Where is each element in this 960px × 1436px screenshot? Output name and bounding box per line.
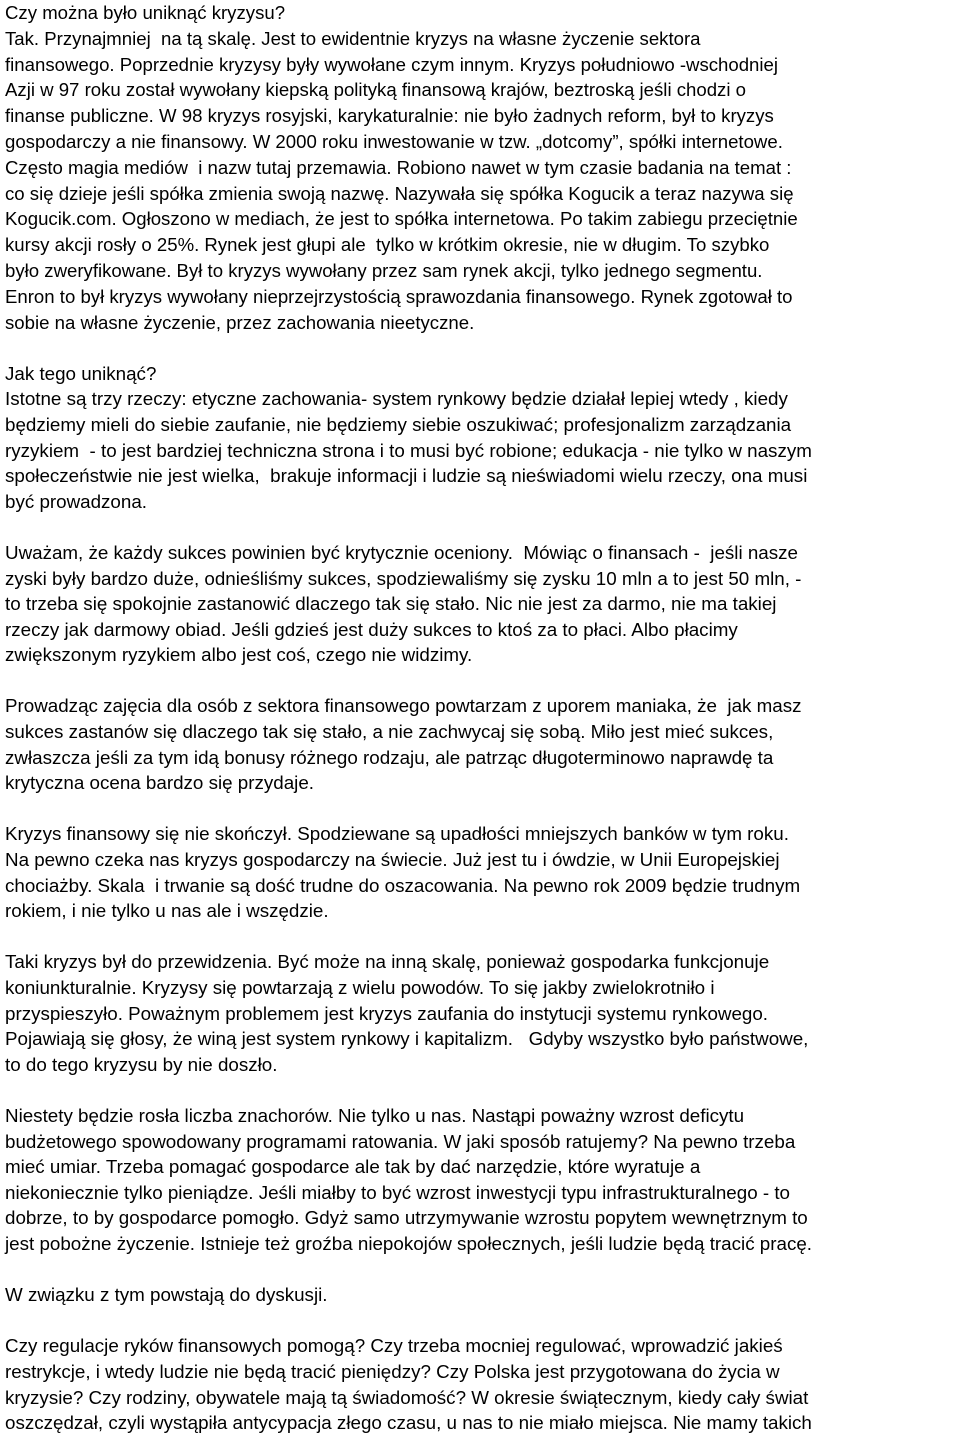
text-line: gospodarczy a nie finansowy. W 2000 roku inwestowanie w tzw. „dotcomy”, spółki internetowe. [5,130,783,152]
paragraph-gap [5,1308,960,1334]
text-line: Taki kryzys był do przewidzenia. Być może na inną skalę, ponieważ gospodarka funkcjonuje [5,951,770,973]
text-line: rokiem, i nie tylko u nas ale i wszędzie. [5,900,329,922]
text-line: będziemy mieli do siebie zaufanie, nie będziemy siebie oszukiwać; profesjonalizm zarządzania [5,413,792,435]
paragraph-gap [5,668,960,694]
text-line: Kogucik.com. Ogłoszono w mediach, że jest to spółka internetowa. Po takim zabiegu przeciętnie [5,208,798,230]
text-line: dobrze, to by gospodarce pomogło. Gdyż samo utrzymywanie wzrostu popytem wewnętrznym to [5,1207,808,1229]
paragraph-gap [5,514,960,540]
text-line: Kryzys finansowy się nie skończył. Spodziewane są upadłości mniejszych banków w tym roku. [5,823,789,845]
text-line: finanse publiczne. W 98 kryzys rosyjski, karykaturalnie: nie było żadnych reform, był to kryzys [5,105,774,127]
text-line: Uważam, że każdy sukces powinien być krytycznie oceniony. Mówiąc o finansach - jeśli nasze [5,541,798,563]
text-line: to do tego kryzysu by nie doszło. [5,1053,278,1075]
text-line: Czy regulacje ryków finansowych pomogą? Czy trzeba mocniej regulować, wprowadzić jakieś [5,1335,783,1357]
paragraph-gap [5,796,960,822]
text-line: W związku z tym powstają do dyskusji. [5,1284,328,1306]
text-line: rzeczy jak darmowy obiad. Jeśli gdzieś jest duży sukces to ktoś za to płaci. Albo płacimy [5,618,738,640]
text-line: Tak. Przynajmniej na tą skalę. Jest to ewidentnie kryzys na własne życzenie sektora [5,27,701,49]
text-line: ryzykiem - to jest bardziej techniczna strona i to musi być robione; edukacja - nie tylko w naszym [5,439,812,461]
text-line: zwłaszcza jeśli za tym idą bonusy różnego rodzaju, ale patrząc długoterminowo naprawdę ta [5,746,774,768]
text-line: oszczędzał, czyli wystąpiła antycypacja złego czasu, u nas to nie miało miejsca. Nie mamy takich [5,1412,812,1434]
paragraph-gap [5,924,960,950]
text-line: chociażby. Skala i trwanie są dość trudne do oszacowania. Na pewno rok 2009 będzie trudnym [5,874,801,896]
text-line: Enron to był kryzys wywołany nieprzejrzystością sprawozdania finansowego. Rynek zgotował to [5,285,793,307]
text-line: mieć umiar. Trzeba pomagać gospodarce ale tak by dać narzędzie, które wyratuje a [5,1156,701,1178]
text-line: przyspieszyło. Poważnym problemem jest kryzys zaufania do instytucji systemu rynkowego. [5,1002,769,1024]
text-line: co się dzieje jeśli spółka zmienia swoją nazwę. Nazywała się spółka Kogucik a teraz nazywa się [5,182,794,204]
paragraph-gap [5,1077,960,1103]
text-line: Pojawiają się głosy, że winą jest system rynkowy i kapitalizm. Gdyby wszystko było państwowe, [5,1028,809,1050]
text-line: krytyczna ocena bardzo się przydaje. [5,772,315,794]
text-line: to trzeba się spokojnie zastanowić dlaczego tak się stało. Nic nie jest za darmo, nie ma takiej [5,593,777,615]
text-line: restrykcje, i wtedy ludzie nie będą tracić pieniędzy? Czy Polska jest przygotowana do życia w [5,1360,780,1382]
text-line: koniunkturalnie. Kryzysy się powtarzają z wielu powodów. To się jakby zwielokrotniło i [5,977,715,998]
text-line: kryzysie? Czy rodziny, obywatele mają tą świadomość? W okresie świątecznym, kiedy cały świat [5,1386,809,1408]
text-line: finansowego. Poprzednie kryzysy były wywołane czym innym. Kryzys południowo -wschodniej [5,53,779,75]
text-line: Istotne są trzy rzeczy: etyczne zachowania- system rynkowy będzie działał lepiej wtedy , kiedy [5,388,788,410]
text-line: sukces zastanów się dlaczego tak się stało, a nie zachwycaj się sobą. Miło jest mieć sukces, [5,721,774,743]
text-line: kursy akcji rosły o 25%. Rynek jest głupi ale tylko w krótkim okresie, nie w długim. To szybko [5,234,770,256]
text-line: niekoniecznie tylko pieniądze. Jeśli miałby to być wzrost inwestycji typu infrastrukturalnego - to [5,1181,790,1203]
text-line: być prowadzona. [5,490,147,512]
text-line: budżetowego spowodowany programami ratowania. W jaki sposób ratujemy? Na pewno trzeba [5,1130,796,1152]
text-line: Azji w 97 roku został wywołany kiepską polityką finansową krajów, beztroską jeśli chodzi o [5,79,746,101]
text-line: Często magia mediów i nazw tutaj przemawia. Robiono nawet w tym czasie badania na temat : [5,156,792,178]
text-line: jest pobożne życzenie. Istnieje też groźba niepokojów społecznych, jeśli ludzie będą tracić pracę. [5,1232,812,1254]
text-line: Na pewno czeka nas kryzys gospodarczy na świecie. Już jest tu i ówdzie, w Unii Europejskiej [5,849,780,871]
paragraph-crisis-avoidable [5,0,960,335]
text-line: Niestety będzie rosła liczba znachorów. Nie tylko u nas. Nastąpi poważny wzrost deficytu [5,1104,745,1126]
text-line: Prowadząc zajęcia dla osób z sektora finansowego powtarzam z uporem maniaka, że jak masz [5,695,802,717]
heading-question: Czy można było uniknąć kryzysu? [5,2,286,23]
paragraph-how-to-avoid [5,361,960,1436]
paragraph-gap [5,1257,960,1283]
heading-question: Jak tego uniknąć? [5,362,157,384]
text-line: było zweryfikowane. Był to kryzys wywołany przez sam rynek akcji, tylko jednego segmentu. [5,259,763,281]
text-line: społeczeństwie nie jest wielka, brakuje informacji i ludzie są nieświadomi wielu rzeczy, ona musi [5,465,808,487]
text-line: zyski były bardzo duże, odnieśliśmy sukces, spodziewaliśmy się zysku 10 mln a to jest 50 mln, - [5,567,802,589]
text-line: sobie na własne życzenie, przez zachowania nieetyczne. [5,311,475,333]
text-line: zwiększonym ryzykiem albo jest coś, czego nie widzimy. [5,644,473,666]
paragraph-gap [5,335,960,360]
document-page [5,0,960,1436]
